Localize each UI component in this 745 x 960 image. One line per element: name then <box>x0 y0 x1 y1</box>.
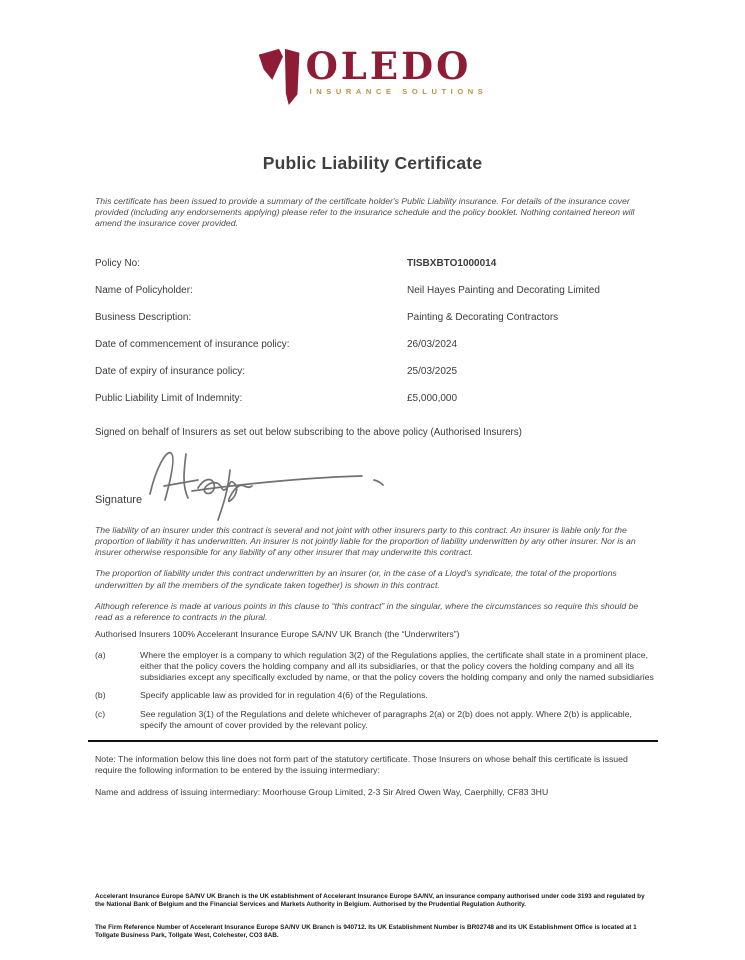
clause-id: (c) <box>95 708 106 719</box>
field-value: Painting & Decorating Contractors <box>407 312 559 323</box>
logo-wordmark: OLEDO <box>305 44 472 88</box>
signed-statement: Signed on behalf of Insurers as set out below subscribing to the above policy (Authorised Insurers) <box>95 427 522 438</box>
clause-text: See regulation 3(1) of the Regulations and delete whichever of paragraphs 2(a) or 2(b) does not apply. Where 2(b) is applicable, specify the amount of cover provided by the relevant policy. <box>140 708 632 730</box>
policy-row-commencement <box>95 339 657 350</box>
field-value: £5,000,000 <box>407 393 458 404</box>
policy-row-expiry <box>95 366 657 377</box>
clause-text: Where the employer is a company to which regulation 3(2) of the Regulations applies, the certificate shall state in a prominent place, either that the policy covers the holding company and all its subsidiaries, or that the policy covers the holding company and all its subsidiaries except any specifically excluded by name, or that the policy covers the holding company and only the named subsidiaries <box>140 650 654 683</box>
field-label: Date of commencement of insurance policy: <box>95 339 290 350</box>
intro-paragraph: This certificate has been issued to provide a summary of the certificate holder's Public Liability insurance. For details of the insurance cover provided (including any endorsements applying) please refer to the insurance schedule and the policy booklet. Nothing contained hereon will amend the insurance cover provided. <box>95 196 635 229</box>
legal-paragraph: The proportion of liability under this contract underwritten by an insurer (or, in the case of a Lloyd's syndicate, the total of the proportions underwritten by all the members of the syndicate taken together) is shown in this contract. <box>95 568 617 590</box>
page-title: Public Liability Certificate <box>262 153 483 173</box>
field-label: Public Liability Limit of Indemnity: <box>95 393 243 404</box>
legal-paragraphs <box>95 525 657 633</box>
statutory-divider-line <box>88 740 658 742</box>
footer-regulatory-paragraph: Accelerant Insurance Europe SA/NV UK Branch is the UK establishment of Accelerant Insurance Europe SA/NV, an insurance company authorised under code 3193 and regulated by the National Bank of Belgium and the Financial Services and Markets Authority in Belgium. Authorised by the Prudential Regulation Authority. <box>95 893 645 909</box>
logo-tagline: INSURANCE SOLUTIONS <box>309 87 488 96</box>
field-value: TISBXBTO1000014 <box>407 258 497 269</box>
signature-label: Signature <box>95 494 143 506</box>
field-label: Policy No: <box>95 258 141 269</box>
legal-paragraph: Although reference is made at various points in this clause to “this contract” in the singular, where the circumstances so require this should be read as a reference to contracts in the plural. <box>95 600 639 622</box>
field-label: Name of Policyholder: <box>95 285 193 296</box>
policy-row-number <box>95 258 657 269</box>
policy-row-indemnity <box>95 393 657 404</box>
intermediary-line: Name and address of issuing intermediary: Moorhouse Group Limited, 2-3 Sir Alred Owen Way, Caerphilly, CF83 3HU <box>95 787 549 797</box>
policy-details <box>95 258 657 420</box>
note-paragraph: Note: The information below this line does not form part of the statutory certificate. Those Insurers on whose behalf this certificate is issued require the following information to be entered by the issuing intermediary: <box>95 754 628 776</box>
clause-list <box>95 650 657 738</box>
field-label: Business Description: <box>95 312 192 323</box>
policy-row-business <box>95 312 657 323</box>
legal-paragraph: The liability of an insurer under this contract is several and not joint with other insurers party to this contract. An insurer is liable only for the proportion of liability it has underwritten. An insurer is not jointly liable for the proportion of liability underwritten by any other insurer. Nor is an insurer otherwise responsible for any liability of any other insurer that may underwrite this contract. <box>95 525 636 558</box>
field-label: Date of expiry of insurance policy: <box>95 366 246 377</box>
clause-c <box>95 709 657 731</box>
clause-id: (a) <box>95 650 106 660</box>
toledo-t-icon <box>258 46 304 106</box>
clause-id: (b) <box>95 690 106 701</box>
clause-a <box>95 650 657 683</box>
clause-b <box>95 690 657 701</box>
field-value: 25/03/2025 <box>407 366 458 377</box>
footer-reference-paragraph: The Firm Reference Number of Accelerant Insurance Europe SA/NV UK Branch is 940712. Its UK Establishment Number is BR02748 and its UK Establishment Office is located at 1 Tollgate Business Park, Tollgate West, Colchester, CO3 8AB. <box>95 924 637 940</box>
field-value: Neil Hayes Painting and Decorating Limited <box>407 285 600 296</box>
clause-text: Specify applicable law as provided for in regulation 4(6) of the Regulations. <box>140 690 428 701</box>
authorised-insurers-line: Authorised Insurers 100% Accelerant Insurance Europe SA/NV UK Branch (the “Underwriters”) <box>95 629 460 639</box>
signature-icon <box>138 444 390 522</box>
field-value: 26/03/2024 <box>407 339 458 350</box>
toledo-logo <box>0 46 745 106</box>
policy-row-policyholder <box>95 285 657 296</box>
